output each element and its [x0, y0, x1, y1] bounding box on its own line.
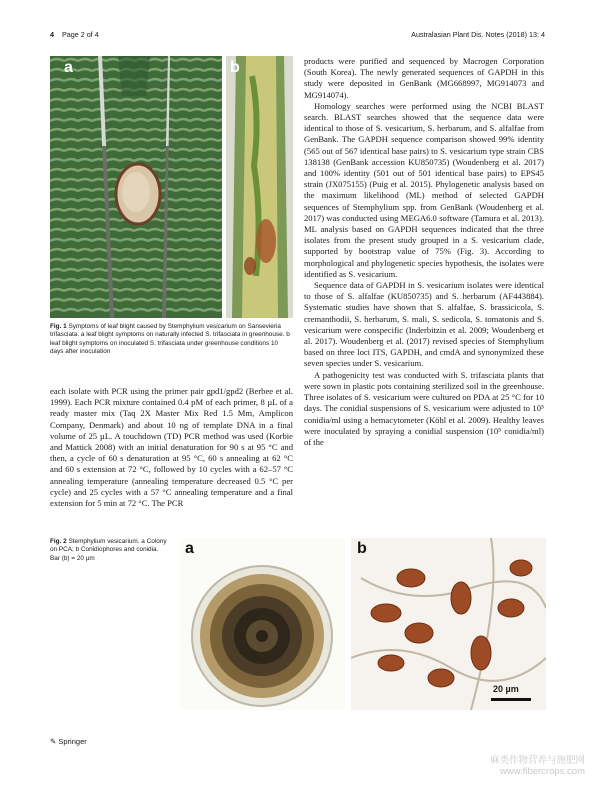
publisher-footer	[50, 737, 87, 746]
running-header-left	[50, 30, 99, 39]
figure-2-caption-text: Stemphylium vesicarium. a Colony on PCA; b Conidiophores and conidia. Bar (b) = 20 µm	[50, 538, 167, 562]
figure-2-panel-b-label: b	[357, 540, 367, 557]
page-number: 4	[50, 30, 54, 39]
watermark-line-2: www.fibercrops.com	[500, 766, 585, 777]
left-paragraph-1: each isolate with PCR using the primer pair gpd1/gpd2 (Berbee et al. 1999). Each PCR mixture contained 0.4 pM of each primer, 8 µL of a ready master mix (Taq 2X Master Mix Red 1.5 Mm, Amplicon Company, Denmark) and about 10 ng of template DNA in a final volume of 25 µL. A touchdown (TD) PCR method was used (Korbie and Mattick 2008) with an initial denaturation for 90 s at 95 °C and then, a cycle of 60 s denaturation at 95 °C, 60 s annealing at 62 °C and 60 s extension at 72 °C, followed by 10 cycles with a 62–57 °C annealing temperature (annealing temperature decreased 0.5 °C per cycle) and 25 cycles with a 57 °C annealing temperature and a final extension for 5 min at 72 °C. The PCR	[50, 386, 293, 509]
figure-1-panel-b-image	[226, 56, 293, 318]
figure-1-panel-a-label: a	[64, 59, 73, 76]
page-label: Page 2 of 4	[62, 30, 99, 39]
figure-1-panel-b-label: b	[230, 59, 240, 76]
right-paragraph-4: A pathogenicity test was conducted with S. trifasciata plants that were sown in plastic pots containing sterilized soil in the greenhouse. Three isolates of S. vesicarium were cultured on PDA at 25 °C for 10 days. The conidial suspensions of S. vesicarium were adjusted to 10⁵ conidia/ml using a hemacytometer (Köhl et al. 2009). Healthy leaves were inoculated by spraying a conidial suspension (10⁵ conidia/ml) of the	[304, 369, 544, 447]
springer-logo-icon: ✎	[50, 737, 57, 746]
figure-1-panel-a-image	[50, 56, 222, 318]
journal-header: Australasian Plant Dis. Notes (2018) 13: 4	[411, 30, 545, 39]
figure-2-caption-label: Fig. 2	[50, 538, 67, 545]
right-column	[304, 56, 544, 448]
figure-2-panel-a-image	[180, 538, 345, 710]
scale-bar-label: 20 µm	[493, 684, 519, 694]
left-column	[50, 386, 293, 509]
watermark-line-1: 麻类作物营养与施肥网	[489, 755, 585, 766]
figure-1	[50, 56, 293, 318]
right-paragraph-1: products were purified and sequenced by Macrogen Corporation (South Korea). The newly generated sequences of GAPDH in this study were deposited in GenBank (MG668997, MG914073 and MG914074).	[304, 56, 544, 100]
right-paragraph-2: Homology searches were performed using the NCBI BLAST search. BLAST searches showed that the sequence data were identical to those of S. vesicarium, S. herbarum, and S. alfalfae from GenBank. The GAPDH sequence comparison showed 99% identity (565 out of 567 identical base pairs) to S. vesicarium type strain CBS 138138 (GenBank accession KU850735) (Woudenberg et al. 2017) and 100% identity (501 out of 501 identical base pairs) to EPS45 strain (JX075155) (Puig et al. 2015). Phylogenetic analysis based on the maximum likelihood (ML) method of selected GAPDH sequences of Stemphylium spp. from GenBank (Woudenberg et al. 2017) was conducted using MEGA6.0 software (Tamura et al. 2013). ML analysis based on GAPDH sequences indicated that the three isolates from the present study grouped in a S. vesicarium clade, supported by bootstrap value of 75% (Fig. 3). According to morphological and phylogenetic species hypothesis, the isolates were identified as S. vesicarium.	[304, 100, 544, 279]
figure-1-caption	[50, 323, 293, 357]
figure-1-caption-text: Symptoms of leaf blight caused by Stemphylium vesicarium on Sansevieria trifasciata. a leaf blight symptoms on naturally infected S. trifasciata in greenhouse. b leaf blight symptoms on inoculated S. trifasciata under greenhouse conditions 10 days after inoculation	[50, 323, 290, 356]
watermark	[490, 755, 585, 777]
publisher-name: Springer	[58, 737, 87, 746]
figure-1-caption-label: Fig. 1	[50, 323, 67, 330]
figure-2-panel-a-label: a	[185, 540, 194, 557]
right-paragraph-3: Sequence data of GAPDH in S. vesicarium isolates were identical to those of S. alfalfae (KU850735) and S. herbarum (AF443884). Systematic studies have shown that S. alfalfae, S. brassicicola, S. cremanthodii, S. herbarum, S. mali, S. sedicola, S. tomatonis and S. vesicarium were conspecific (Inderbitzin et al. 2009; Woudenberg et al. 2017). Woudenberg et al. (2017) revised species of Stemphylium based on three loci ITS, GAPDH, and cmdA and synonymized these seven species under S. vesicarium.	[304, 280, 544, 369]
figure-2-caption	[50, 538, 168, 563]
